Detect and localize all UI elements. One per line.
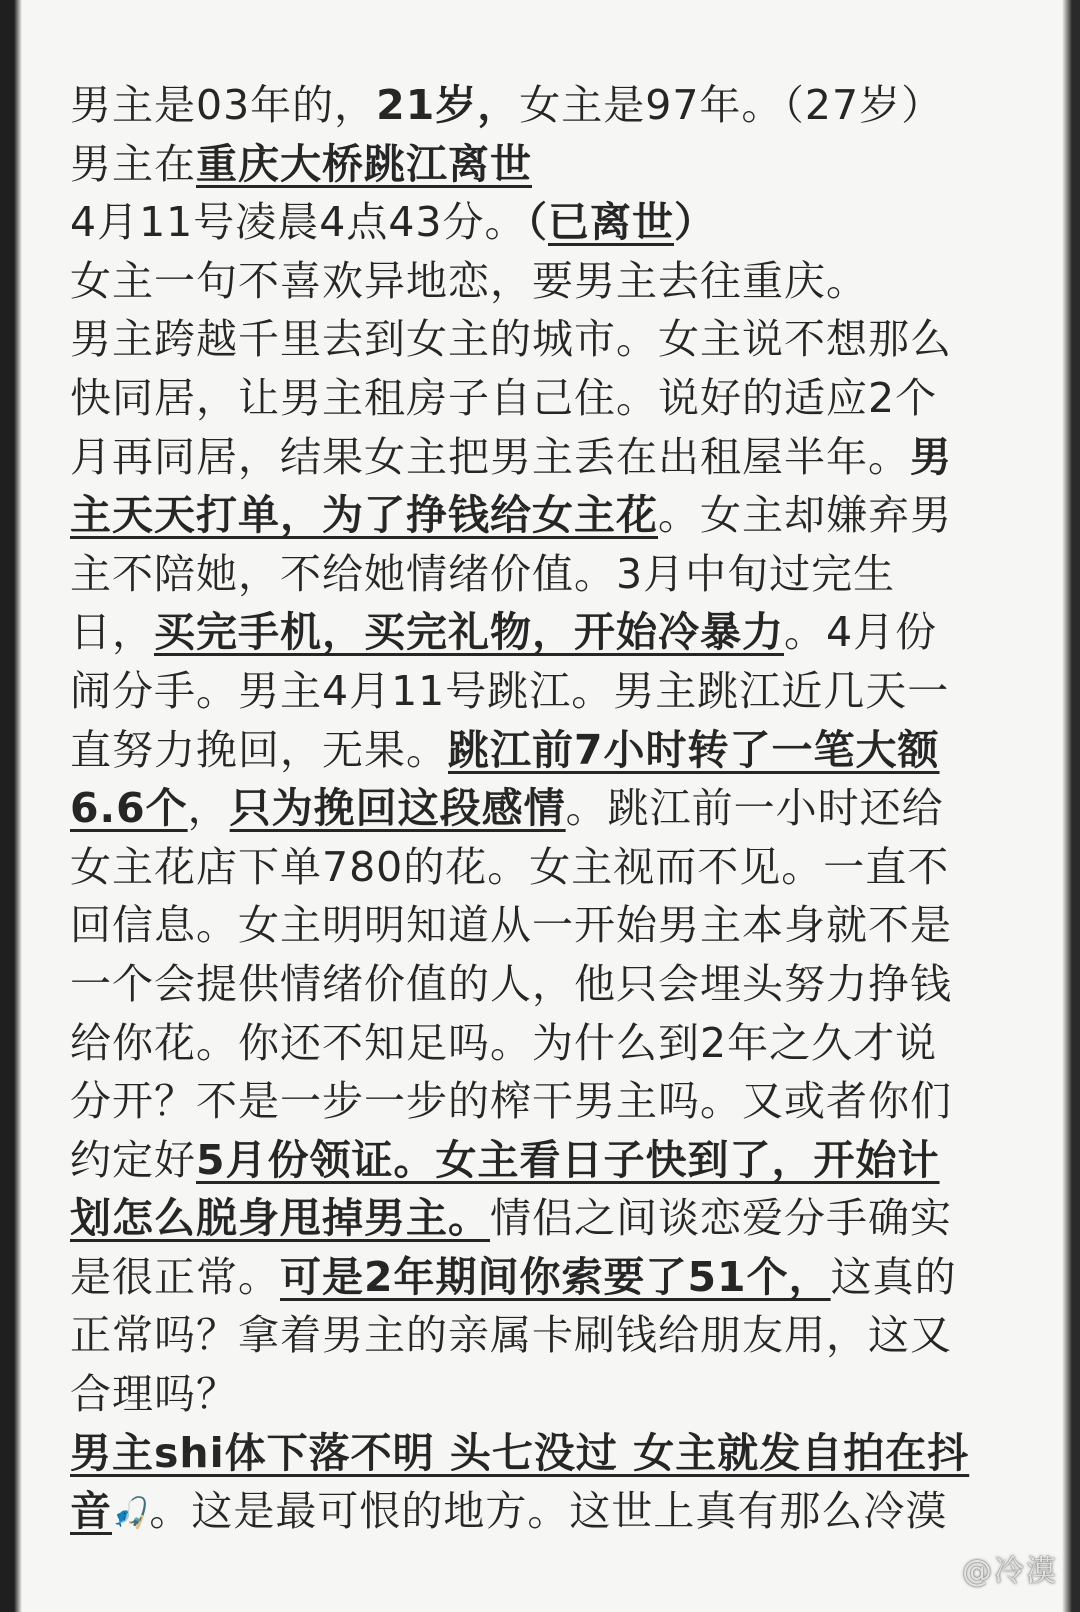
- highlighted-text: 男主shi体下落不明 头七没过 女主就发自拍在抖: [70, 1428, 970, 1477]
- text-segment: 是很正常。: [70, 1252, 280, 1301]
- text-segment: 。跳江前一小时还给: [565, 784, 944, 833]
- text-line: [70, 1189, 970, 1248]
- text-segment: ）: [674, 198, 717, 247]
- text-segment: 合理吗？: [70, 1370, 238, 1419]
- right-edge-shadow: [1062, 0, 1080, 1612]
- text-segment: 女主花店下单780的花。女主视而不见。一直不: [70, 842, 950, 891]
- text-line: [70, 896, 970, 955]
- text-segment: 快同居，让男主租房子自己住。说好的适应2个: [70, 373, 938, 422]
- text-line: [70, 76, 970, 135]
- highlighted-text: 音: [70, 1487, 112, 1536]
- text-line: [70, 603, 970, 662]
- text-line: [70, 1306, 970, 1365]
- highlighted-text: 6.6个: [70, 784, 188, 833]
- left-edge-shadow: [0, 0, 22, 1612]
- highlighted-text: 跳江前7小时转了一笔大额: [448, 725, 940, 774]
- highlighted-text: 主天天打单，为了挣钱给女主花: [70, 491, 658, 540]
- text-line: [70, 193, 970, 252]
- text-segment: 。女主却嫌弃男: [658, 491, 952, 540]
- text-segment: ，: [187, 784, 230, 833]
- text-segment: 这真的: [830, 1252, 957, 1301]
- text-line: [70, 838, 970, 897]
- watermark: @冷漠: [962, 1554, 1058, 1589]
- text-segment: 男: [910, 432, 952, 481]
- text-line: [70, 1248, 970, 1307]
- text-line: [70, 135, 970, 194]
- fishing-pole-icon: 🎣: [112, 1496, 150, 1532]
- text-segment: （: [526, 198, 549, 247]
- text-line: [70, 662, 970, 721]
- text-line: [70, 721, 970, 780]
- text-line: [70, 1424, 970, 1483]
- text-segment: 。4月份: [784, 608, 938, 657]
- text-segment: 约定好: [70, 1135, 196, 1184]
- text-line: [70, 545, 970, 604]
- highlighted-text: 买完手机，买完礼物，开始冷暴力: [154, 608, 784, 657]
- text-line: [70, 779, 970, 838]
- text-segment: 闹分手。男主4月11号跳江。男主跳江近几天一: [70, 666, 950, 715]
- text-line: [70, 1482, 970, 1541]
- text-segment: 情侣之间谈恋爱分手确实: [490, 1194, 952, 1243]
- text-segment: 回信息。女主明明知道从一开始男主本身就不是: [70, 901, 952, 950]
- highlighted-text: 可是2年期间你索要了51个，: [280, 1252, 831, 1301]
- text-segment: 21岁，: [376, 81, 520, 129]
- text-segment: 男主跨越千里去到女主的城市。女主说不想那么: [70, 315, 952, 364]
- text-segment: 分开？不是一步一步的榨干男主吗。又或者你们: [70, 1077, 952, 1126]
- text-segment: 4月11号凌晨4点43分。: [70, 198, 527, 247]
- text-line: [70, 1131, 970, 1190]
- text-segment: 男主是03年的，: [70, 81, 377, 129]
- text-line: [70, 1072, 970, 1131]
- text-segment: 给你花。你还不知足吗。为什么到2年之久才说: [70, 1018, 938, 1067]
- text-segment: 女主一句不喜欢异地恋，要男主去往重庆。: [70, 256, 868, 305]
- text-segment: 日，: [70, 608, 154, 657]
- text-line: [70, 369, 970, 428]
- document-body: [70, 76, 970, 1541]
- text-segment: 男主在: [70, 139, 196, 188]
- highlighted-text: 5月份领证。女主看日子快到了，开始计: [196, 1135, 940, 1184]
- text-line: [70, 310, 970, 369]
- text-segment: 直努力挽回，无果。: [70, 725, 448, 774]
- text-line: [70, 486, 970, 545]
- text-line: [70, 428, 970, 487]
- highlighted-text: 重庆大桥跳江离世: [196, 139, 532, 188]
- highlighted-text: 划怎么脱身甩掉男主。: [70, 1194, 490, 1243]
- text-segment: 主不陪她，不给她情绪价值。3月中旬过完生: [70, 549, 896, 598]
- text-segment: 正常吗？拿着男主的亲属卡刷钱给朋友用，这又: [70, 1311, 952, 1360]
- text-line: [70, 252, 970, 311]
- highlighted-text: 只为挽回这段感情: [229, 784, 566, 833]
- text-line: [70, 955, 970, 1014]
- highlighted-text: 已离世: [548, 198, 675, 247]
- text-line: [70, 1365, 970, 1424]
- text-segment: 一个会提供情绪价值的人，他只会埋头努力挣钱: [70, 959, 952, 1008]
- text-segment: 。这是最可恨的地方。这世上真有那么冷漠: [149, 1487, 948, 1536]
- text-line: [70, 1014, 970, 1073]
- text-segment: 月再同居，结果女主把男主丢在出租屋半年。: [70, 432, 910, 481]
- text-segment: 女主是97年。（27岁）: [519, 81, 944, 129]
